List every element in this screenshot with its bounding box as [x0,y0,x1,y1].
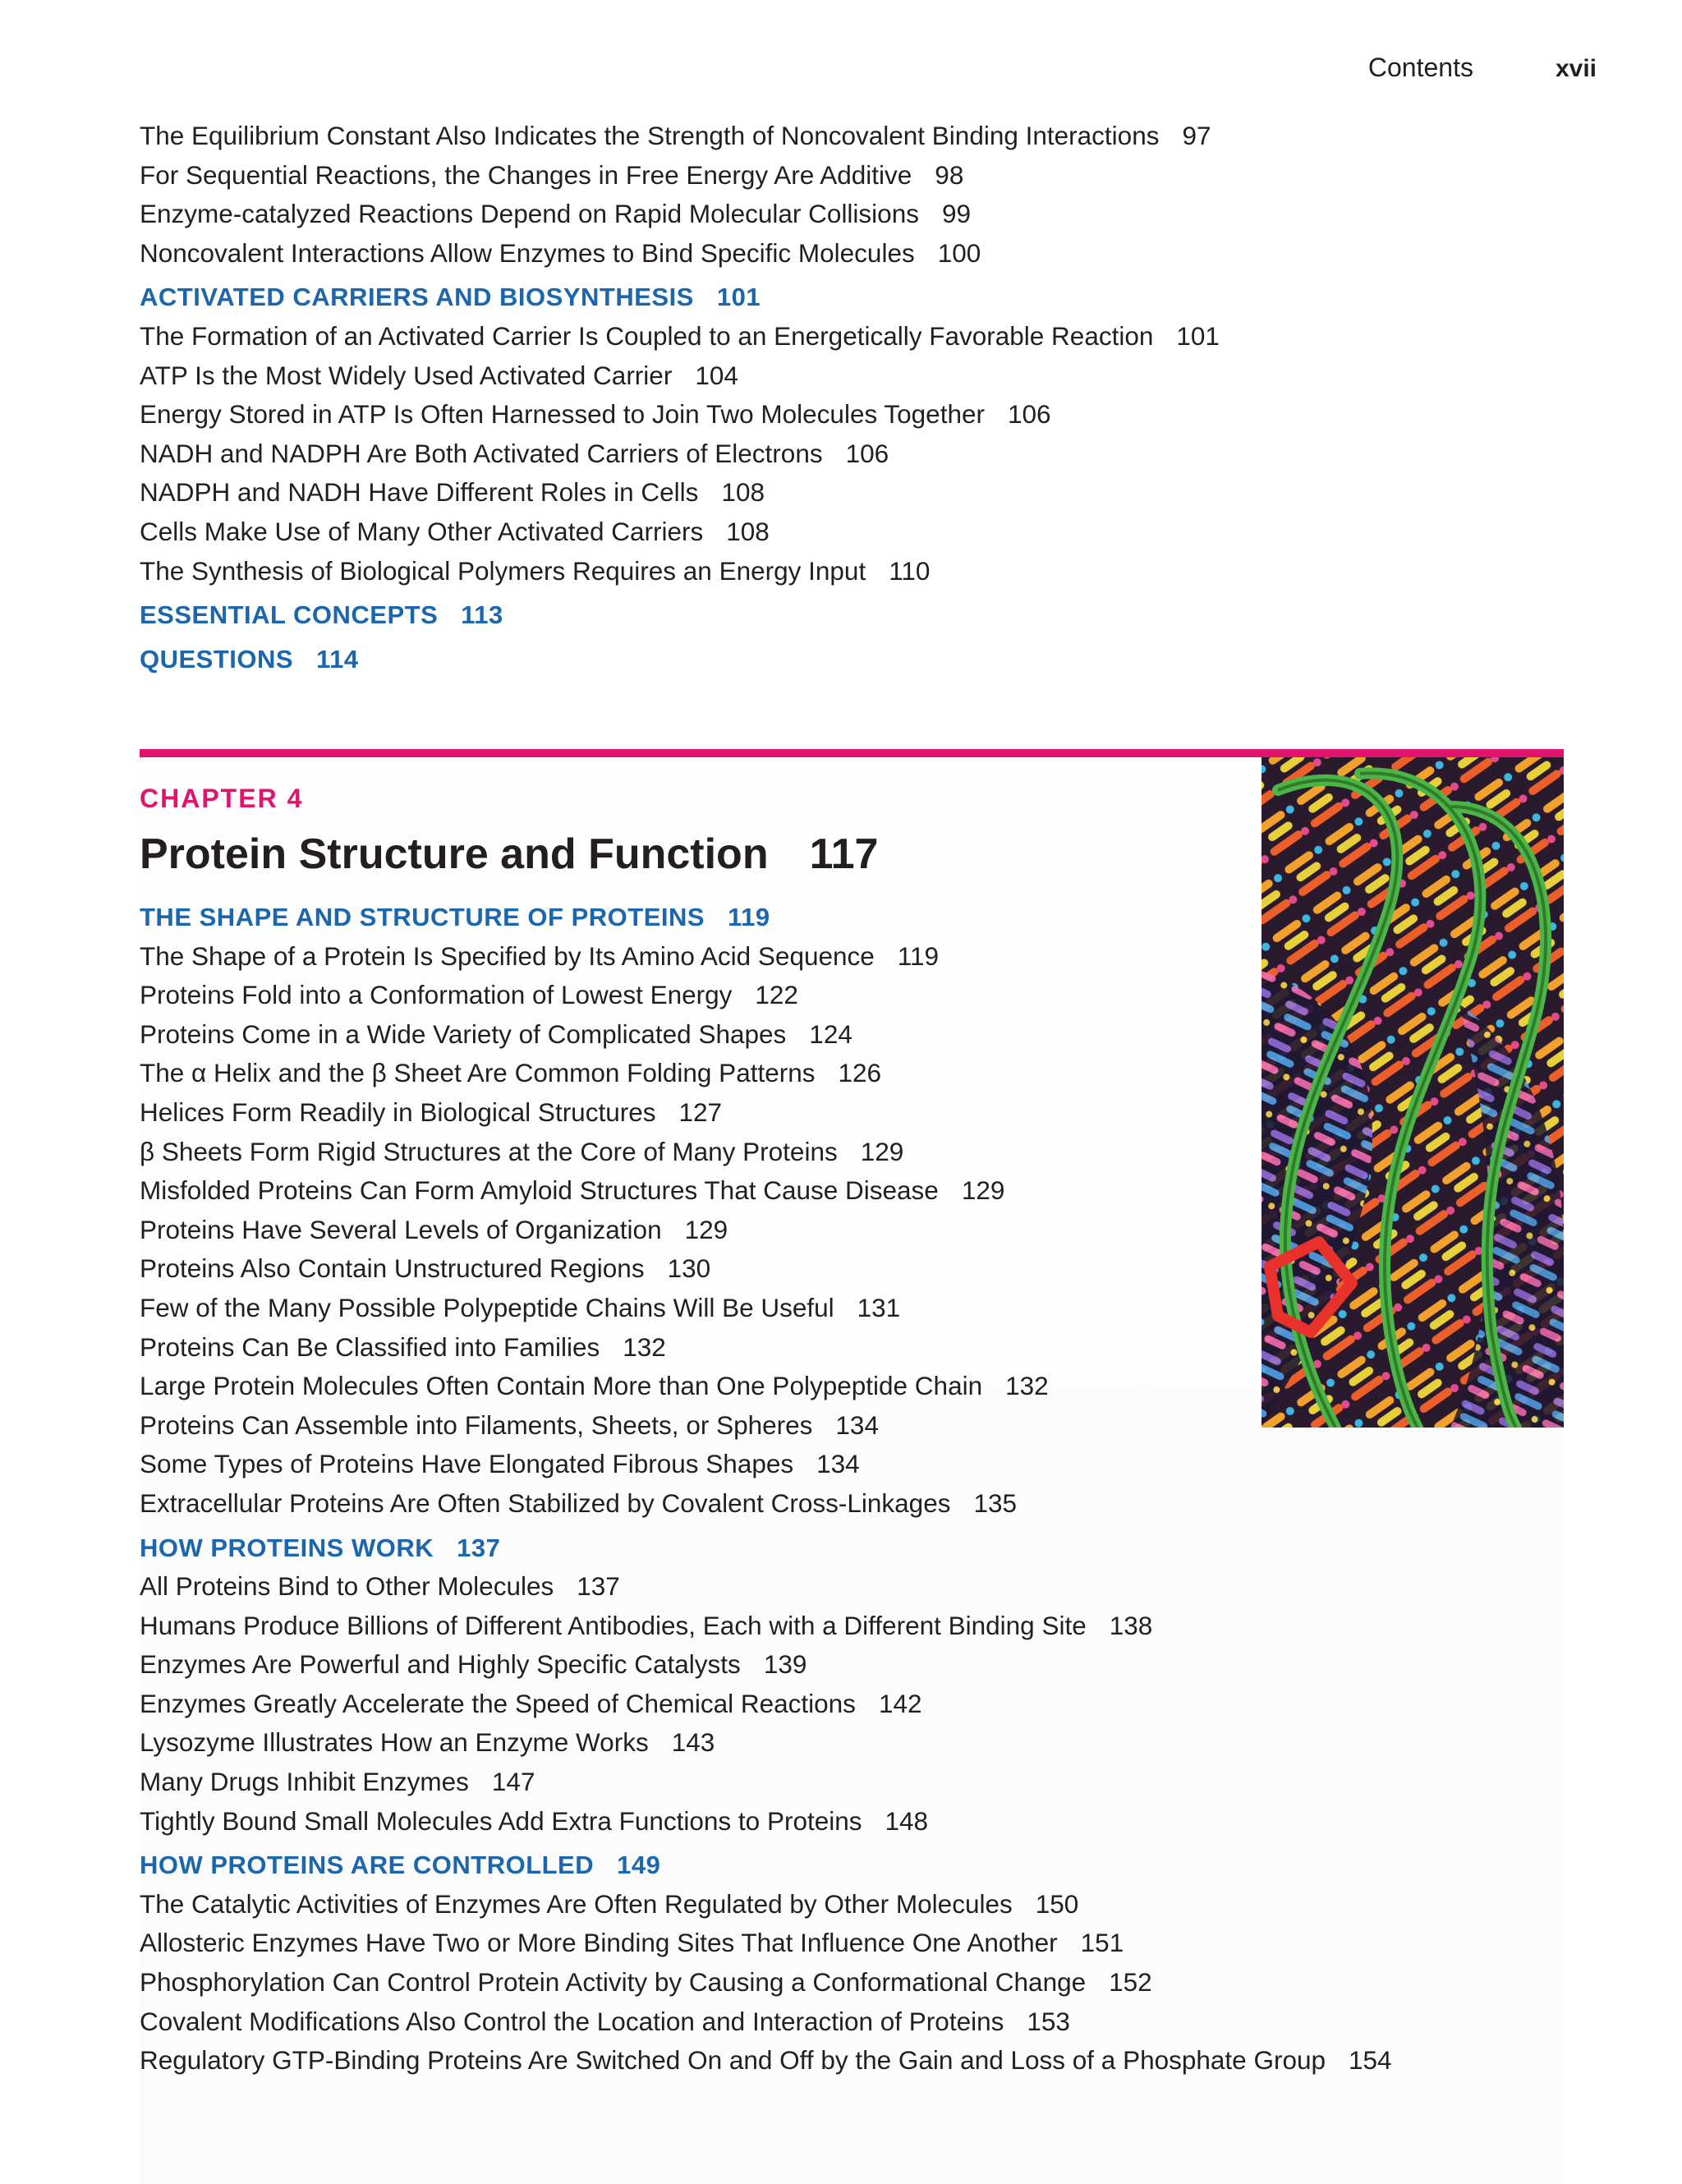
section-heading-activated-carriers[interactable]: ACTIVATED CARRIERS AND BIOSYNTHESIS 101 [140,283,761,312]
toc-entry[interactable]: NADH and NADPH Are Both Activated Carriers of Electrons 106 [140,438,889,468]
chapter-divider-rule [140,749,1564,757]
toc-entry[interactable]: β Sheets Form Rigid Structures at the Core of Many Proteins 129 [140,1136,904,1166]
toc-entry[interactable]: Proteins Come in a Wide Variety of Complicated Shapes 124 [140,1018,852,1049]
chapter-title[interactable]: Protein Structure and Function 117 [140,830,879,878]
toc-entry[interactable]: Enzyme-catalyzed Reactions Depend on Rapid Molecular Collisions 99 [140,199,972,229]
toc-entry[interactable]: Large Protein Molecules Often Contain More than One Polypeptide Chain 132 [140,1371,1049,1401]
section-heading-how-proteins-work[interactable]: HOW PROTEINS WORK 137 [140,1533,501,1562]
protein-art-image [1262,757,1564,1428]
toc-entry[interactable]: The α Helix and the β Sheet Are Common Folding Patterns 126 [140,1058,882,1088]
toc-entry[interactable]: Enzymes Are Powerful and Highly Specific Catalysts 139 [140,1649,807,1680]
toc-entry[interactable]: Proteins Can Assemble into Filaments, Sheets, or Spheres 134 [140,1409,879,1440]
chapter-illustration [1262,757,1564,1428]
toc-entry[interactable]: Proteins Fold into a Conformation of Lowest Energy 122 [140,980,798,1010]
toc-entry[interactable]: The Formation of an Activated Carrier Is Coupled to an Energetically Favorable Reaction 101 [140,320,1220,351]
toc-entry[interactable]: Enzymes Greatly Accelerate the Speed of Chemical Reactions 142 [140,1688,922,1718]
section-heading-shape-structure[interactable]: THE SHAPE AND STRUCTURE OF PROTEINS 119 [140,903,770,931]
toc-entry[interactable]: Noncovalent Interactions Allow Enzymes to Bind Specific Molecules 100 [140,237,981,268]
toc-entry[interactable]: Allosteric Enzymes Have Two or More Binding Sites That Influence One Another 151 [140,1928,1124,1958]
chapter-4-contents [140,898,1392,2081]
toc-entry[interactable]: Helices Form Readily in Biological Structures 127 [140,1097,723,1127]
toc-entry[interactable]: Lysozyme Illustrates How an Enzyme Works 143 [140,1727,715,1758]
section-heading-essential-concepts[interactable]: ESSENTIAL CONCEPTS 113 [140,600,503,630]
toc-entry[interactable]: All Proteins Bind to Other Molecules 137 [140,1571,620,1602]
chapter-3-continued [140,117,1220,678]
toc-entry[interactable]: Many Drugs Inhibit Enzymes 147 [140,1767,535,1797]
toc-entry[interactable]: Proteins Also Contain Unstructured Regions 130 [140,1253,711,1284]
toc-entry[interactable]: The Equilibrium Constant Also Indicates the Strength of Noncovalent Binding Interactions 97 [140,121,1211,150]
section-heading-how-proteins-controlled[interactable]: HOW PROTEINS ARE CONTROLLED 149 [140,1851,661,1880]
toc-entry[interactable]: Humans Produce Billions of Different Antibodies, Each with a Different Binding Site 138 [140,1610,1153,1640]
toc-entry[interactable]: The Shape of a Protein Is Specified by Its Amino Acid Sequence 119 [140,940,940,971]
toc-entry[interactable]: Misfolded Proteins Can Form Amyloid Structures That Cause Disease 129 [140,1175,1005,1206]
toc-entry[interactable]: Extracellular Proteins Are Often Stabilized by Covalent Cross-Linkages 135 [140,1487,1018,1518]
toc-entry[interactable]: NADPH and NADH Have Different Roles in Cells 108 [140,477,765,508]
toc-entry[interactable]: The Synthesis of Biological Polymers Requires an Energy Input 110 [140,555,931,586]
running-head-title: Contents [1367,53,1473,82]
toc-entry[interactable]: Energy Stored in ATP Is Often Harnessed to Join Two Molecules Together 106 [140,399,1051,430]
toc-entry[interactable]: Phosphorylation Can Control Protein Activity by Causing a Conformational Change 152 [140,1967,1152,1998]
toc-entry[interactable]: Proteins Can Be Classified into Families 132 [140,1331,666,1362]
toc-entry[interactable]: Few of the Many Possible Polypeptide Chains Will Be Useful 131 [140,1292,901,1322]
section-heading-questions[interactable]: QUESTIONS 114 [140,644,359,674]
toc-entry[interactable]: Tightly Bound Small Molecules Add Extra Functions to Proteins 148 [140,1805,929,1836]
toc-entry[interactable]: Cells Make Use of Many Other Activated Carriers 108 [140,516,770,546]
running-head [1368,53,1597,83]
toc-entry[interactable]: Proteins Have Several Levels of Organization 129 [140,1214,728,1244]
toc-entry[interactable]: Covalent Modifications Also Control the Location and Interaction of Proteins 153 [140,2006,1070,2036]
chapter-label: CHAPTER 4 [140,784,304,813]
toc-entry[interactable]: ATP Is the Most Widely Used Activated Carrier 104 [140,360,738,390]
toc-entry[interactable]: Some Types of Proteins Have Elongated Fibrous Shapes 134 [140,1449,860,1479]
toc-entry[interactable]: For Sequential Reactions, the Changes in Free Energy Are Additive 98 [140,159,964,190]
page-number: xvii [1555,55,1597,82]
toc-entry[interactable]: Regulatory GTP-Binding Proteins Are Switched On and Off by the Gain and Loss of a Phosphate Group 154 [140,2045,1392,2076]
toc-entry[interactable]: The Catalytic Activities of Enzymes Are Often Regulated by Other Molecules 150 [140,1888,1079,1919]
